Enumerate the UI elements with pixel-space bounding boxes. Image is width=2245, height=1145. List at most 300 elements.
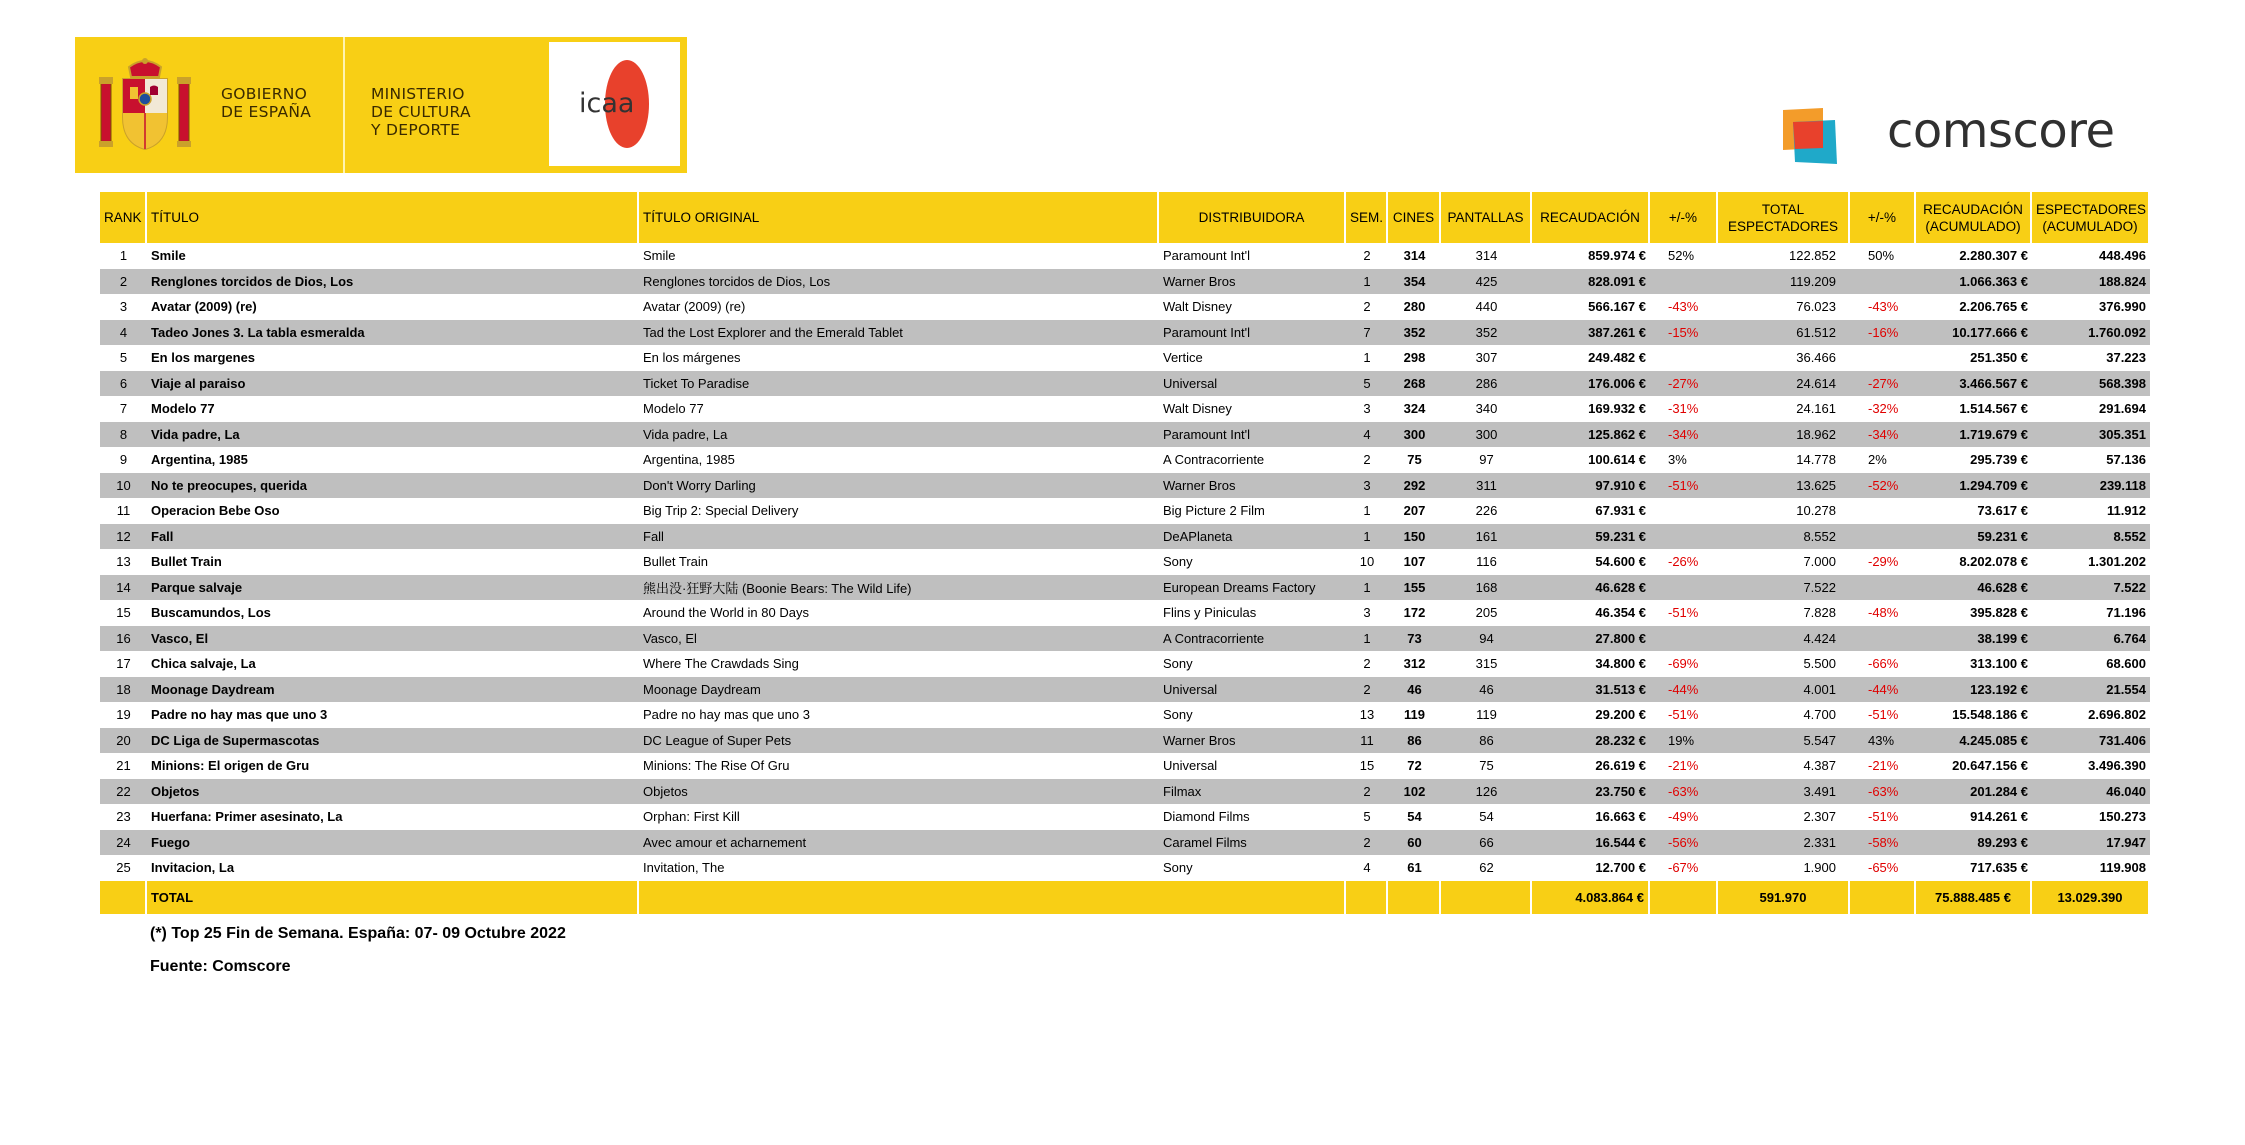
- cell-total-espectadores: 4.424: [1718, 626, 1850, 652]
- cell-cines: 314: [1403, 248, 1426, 264]
- cell-titulo: Fuego: [147, 830, 639, 856]
- cell-total-espectadores: 5.500: [1803, 656, 1836, 672]
- cell-distribuidora: Flins y Piniculas: [1163, 605, 1257, 621]
- cell-variacion-recaudacion: -15%: [1650, 320, 1718, 346]
- cell-cines: 298: [1403, 350, 1426, 366]
- cell-distribuidora: Paramount Int'l: [1159, 422, 1346, 448]
- cell-espectadores-acumulado: 1.760.092: [2032, 320, 2150, 346]
- cell-recaudacion-acumulado: 123.192 €: [1916, 677, 2032, 703]
- cell-total-espectadores: 24.161: [1796, 401, 1836, 417]
- cell-espectadores-acumulado: 376.990: [2099, 299, 2146, 315]
- cell-recaudacion-acumulado: 59.231 €: [1916, 524, 2032, 550]
- cell-semanas: 1: [1363, 350, 1371, 366]
- cell-cines: 155: [1388, 575, 1441, 601]
- cell-recaudacion: 31.513 €: [1532, 677, 1650, 703]
- cell-espectadores-acumulado: 291.694: [2099, 401, 2146, 417]
- cell-espectadores-acumulado: 150.273: [2099, 809, 2146, 825]
- cell-pantallas: 75: [1479, 758, 1494, 774]
- cell-pantallas: 300: [1441, 422, 1532, 448]
- col-header-titulo-original: TÍTULO ORIGINAL: [639, 192, 1159, 243]
- table-row: [100, 677, 2150, 703]
- total-spacer: [1850, 881, 1916, 914]
- cell-recaudacion-acumulado: 201.284 €: [1916, 779, 2032, 805]
- cell-variacion-espectadores: -51%: [1868, 707, 1899, 723]
- total-espectadores: 591.970: [1718, 881, 1850, 914]
- cell-distribuidora: Sony: [1163, 860, 1193, 876]
- total-spacer: [1159, 881, 1346, 914]
- cell-pantallas: 315: [1475, 656, 1498, 672]
- cell-rank: 8: [100, 422, 147, 448]
- cell-variacion-recaudacion: -26%: [1668, 554, 1699, 570]
- cell-total-espectadores: 3.491: [1718, 779, 1850, 805]
- cell-variacion-recaudacion: -51%: [1668, 707, 1699, 723]
- cell-semanas: 2: [1363, 299, 1371, 315]
- cell-titulo: Modelo 77: [151, 401, 215, 417]
- cell-recaudacion: 23.750 €: [1532, 779, 1650, 805]
- cell-recaudacion: 176.006 €: [1532, 371, 1650, 397]
- cell-pantallas: 440: [1475, 299, 1498, 315]
- cell-rank: 11: [116, 503, 131, 519]
- cell-titulo-original: 熊出没·狂野大陆 (Boonie Bears: The Wild Life): [639, 575, 1159, 601]
- cell-recaudacion: 54.600 €: [1595, 554, 1646, 570]
- cell-pantallas: 46: [1441, 677, 1532, 703]
- cell-titulo: Chica salvaje, La: [151, 656, 256, 672]
- cell-recaudacion: 16.663 €: [1595, 809, 1646, 825]
- total-spacer: [100, 881, 147, 914]
- cell-variacion-recaudacion: 3%: [1668, 452, 1687, 468]
- cell-distribuidora: Sony: [1163, 707, 1193, 723]
- cell-espectadores-acumulado: 17.947: [2032, 830, 2150, 856]
- cell-cines: 60: [1388, 830, 1441, 856]
- cell-cines: 150: [1388, 524, 1441, 550]
- cell-distribuidora: Warner Bros: [1159, 728, 1346, 754]
- cell-recaudacion: 34.800 €: [1595, 656, 1646, 672]
- cell-recaudacion-acumulado: 295.739 €: [1970, 452, 2028, 468]
- cell-variacion-espectadores: -48%: [1868, 605, 1899, 621]
- cell-variacion-espectadores: -29%: [1868, 554, 1899, 570]
- cell-semanas: 11: [1346, 728, 1388, 754]
- cell-semanas: 7: [1346, 320, 1388, 346]
- cell-titulo-original: Avatar (2009) (re): [643, 299, 746, 315]
- cell-distribuidora: Walt Disney: [1163, 401, 1232, 417]
- cell-titulo-original: Orphan: First Kill: [643, 809, 740, 825]
- cell-semanas: 1: [1346, 626, 1388, 652]
- col-header-rank: RANK: [100, 192, 147, 243]
- cell-espectadores-acumulado: 3.496.390: [2088, 758, 2146, 774]
- cell-cines: 75: [1407, 452, 1422, 468]
- cell-distribuidora: Sony: [1163, 554, 1193, 570]
- cell-espectadores-acumulado: 7.522: [2032, 575, 2150, 601]
- cell-rank: 15: [116, 605, 131, 621]
- cell-titulo: Viaje al paraiso: [147, 371, 639, 397]
- cell-variacion-recaudacion: 52%: [1668, 248, 1695, 264]
- cell-total-espectadores: 7.522: [1718, 575, 1850, 601]
- cell-recaudacion: 387.261 €: [1532, 320, 1650, 346]
- cell-variacion-espectadores: -65%: [1868, 860, 1899, 876]
- cell-espectadores-acumulado: 1.301.202: [2088, 554, 2146, 570]
- table-row: [100, 830, 2150, 856]
- cell-cines: 354: [1388, 269, 1441, 295]
- cell-recaudacion-acumulado: 395.828 €: [1970, 605, 2028, 621]
- cell-pantallas: 168: [1441, 575, 1532, 601]
- cell-cines: 324: [1403, 401, 1426, 417]
- cell-rank: 14: [100, 575, 147, 601]
- cell-espectadores-acumulado: 2.696.802: [2088, 707, 2146, 723]
- cell-cines: 54: [1407, 809, 1422, 825]
- icaa-logo: [547, 40, 682, 168]
- cell-titulo-original: Tad the Lost Explorer and the Emerald Tablet: [639, 320, 1159, 346]
- footnote-source: Fuente: Comscore: [150, 958, 291, 975]
- cell-espectadores-acumulado: 46.040: [2032, 779, 2150, 805]
- cell-espectadores-acumulado: 568.398: [2032, 371, 2150, 397]
- cell-total-espectadores: 5.547: [1718, 728, 1850, 754]
- cell-recaudacion: 12.700 €: [1595, 860, 1646, 876]
- cell-semanas: 2: [1363, 656, 1371, 672]
- government-logo-band: [75, 37, 687, 173]
- cell-variacion-recaudacion: [1650, 498, 1718, 524]
- cell-variacion-espectadores: -52%: [1850, 473, 1916, 499]
- cell-cines: 352: [1388, 320, 1441, 346]
- col-header-distribuidora: DISTRIBUIDORA: [1159, 192, 1346, 243]
- cell-pantallas: 352: [1441, 320, 1532, 346]
- col-header-pantallas: PANTALLAS: [1441, 192, 1532, 243]
- cell-total-espectadores: 14.778: [1796, 452, 1836, 468]
- cell-rank: 16: [100, 626, 147, 652]
- cell-titulo: Smile: [151, 248, 186, 264]
- cell-semanas: 1: [1363, 503, 1371, 519]
- cell-cines: 73: [1388, 626, 1441, 652]
- ministry-line-1: MINISTERIO: [371, 85, 465, 103]
- cell-recaudacion: 249.482 €: [1588, 350, 1646, 366]
- cell-recaudacion-acumulado: 89.293 €: [1916, 830, 2032, 856]
- cell-distribuidora: Filmax: [1159, 779, 1346, 805]
- cell-rank: 1: [119, 248, 128, 264]
- cell-variacion-espectadores: -32%: [1868, 401, 1899, 417]
- cell-titulo-original: Moonage Daydream: [639, 677, 1159, 703]
- cell-distribuidora: A Contracorriente: [1163, 452, 1265, 468]
- cell-variacion-espectadores: [1850, 626, 1916, 652]
- cell-semanas: 3: [1363, 605, 1371, 621]
- total-spacer: [1346, 881, 1388, 914]
- cell-variacion-recaudacion: [1650, 345, 1718, 371]
- cell-variacion-recaudacion: -56%: [1650, 830, 1718, 856]
- cell-total-espectadores: 7.828: [1803, 605, 1836, 621]
- cell-semanas: 2: [1346, 677, 1388, 703]
- cell-titulo-original: Where The Crawdads Sing: [643, 656, 799, 672]
- cell-pantallas: 54: [1479, 809, 1494, 825]
- cell-titulo: DC Liga de Supermascotas: [147, 728, 639, 754]
- cell-recaudacion: 566.167 €: [1588, 299, 1646, 315]
- col-header-recaudacion-acumulado: RECAUDACIÓN (ACUMULADO): [1916, 192, 2032, 243]
- cell-variacion-recaudacion: -69%: [1668, 656, 1699, 672]
- cell-total-espectadores: 76.023: [1796, 299, 1836, 315]
- cell-semanas: 4: [1363, 860, 1371, 876]
- cell-titulo: Buscamundos, Los: [151, 605, 271, 621]
- cell-recaudacion-acumulado: 73.617 €: [1977, 503, 2028, 519]
- cell-cines: 172: [1403, 605, 1426, 621]
- table-row: [100, 804, 2150, 830]
- cell-titulo: Bullet Train: [151, 554, 222, 570]
- cell-total-espectadores: 36.466: [1796, 350, 1836, 366]
- table-row: [100, 549, 2150, 575]
- cell-rank: 9: [119, 452, 128, 468]
- table-row: [100, 728, 2150, 754]
- table-row: [100, 422, 2150, 448]
- cell-cines: 102: [1388, 779, 1441, 805]
- cell-distribuidora: Universal: [1159, 371, 1346, 397]
- cell-distribuidora: Paramount Int'l: [1159, 320, 1346, 346]
- cell-distribuidora: European Dreams Factory: [1159, 575, 1346, 601]
- cell-recaudacion-acumulado: 4.245.085 €: [1916, 728, 2032, 754]
- cell-total-espectadores: 10.278: [1796, 503, 1836, 519]
- cell-recaudacion-acumulado: 20.647.156 €: [1952, 758, 2028, 774]
- table-row: [100, 320, 2150, 346]
- cell-titulo-original: Avec amour et acharnement: [639, 830, 1159, 856]
- cell-titulo: Parque salvaje: [147, 575, 639, 601]
- cell-total-espectadores: 2.307: [1803, 809, 1836, 825]
- cell-variacion-espectadores: -66%: [1868, 656, 1899, 672]
- cell-titulo-original: En los márgenes: [643, 350, 741, 366]
- cell-distribuidora: Warner Bros: [1159, 269, 1346, 295]
- cell-pantallas: 62: [1479, 860, 1494, 876]
- total-label: TOTAL: [147, 881, 639, 914]
- cell-rank: 24: [100, 830, 147, 856]
- cell-recaudacion-acumulado: 2.206.765 €: [1959, 299, 2028, 315]
- cell-rank: 25: [116, 860, 131, 876]
- header-separator: [343, 37, 345, 173]
- cell-titulo-original: Argentina, 1985: [643, 452, 735, 468]
- col-header-variacion-recaudacion: +/-%: [1650, 192, 1718, 243]
- table-row: [100, 779, 2150, 805]
- cell-variacion-espectadores: 43%: [1850, 728, 1916, 754]
- cell-rank: 4: [100, 320, 147, 346]
- cell-recaudacion: 26.619 €: [1595, 758, 1646, 774]
- cell-espectadores-acumulado: 188.824: [2032, 269, 2150, 295]
- table-header-row: [100, 192, 2150, 243]
- cell-espectadores-acumulado: 11.912: [2106, 503, 2146, 519]
- cell-variacion-recaudacion: -27%: [1650, 371, 1718, 397]
- cell-pantallas: 94: [1441, 626, 1532, 652]
- cell-total-espectadores: 4.700: [1803, 707, 1836, 723]
- cell-cines: 86: [1388, 728, 1441, 754]
- ministry-name: [371, 85, 471, 139]
- cell-titulo-original: Minions: The Rise Of Gru: [643, 758, 790, 774]
- cell-semanas: 13: [1359, 707, 1375, 723]
- cell-variacion-espectadores: 2%: [1868, 452, 1887, 468]
- cell-cines: 119: [1404, 707, 1425, 723]
- cell-rank: 13: [116, 554, 131, 570]
- total-spacer: [639, 881, 1159, 914]
- cell-cines: 300: [1388, 422, 1441, 448]
- cell-semanas: 2: [1346, 830, 1388, 856]
- cell-recaudacion-acumulado: 3.466.567 €: [1916, 371, 2032, 397]
- cell-titulo: Operacion Bebe Oso: [151, 503, 280, 519]
- cell-variacion-espectadores: -51%: [1868, 809, 1899, 825]
- cell-cines: 72: [1407, 758, 1422, 774]
- cell-titulo: Vasco, El: [147, 626, 639, 652]
- cell-espectadores-acumulado: 119.908: [2099, 860, 2146, 876]
- cell-titulo-original: Big Trip 2: Special Delivery: [643, 503, 799, 519]
- total-recaudacion: 4.083.864 €: [1532, 881, 1650, 914]
- cell-variacion-espectadores: -27%: [1850, 371, 1916, 397]
- cell-distribuidora: A Contracorriente: [1159, 626, 1346, 652]
- cell-titulo: Renglones torcidos de Dios, Los: [147, 269, 639, 295]
- cell-recaudacion-acumulado: 1.514.567 €: [1959, 401, 2028, 417]
- cell-variacion-recaudacion: 19%: [1650, 728, 1718, 754]
- cell-pantallas: 86: [1441, 728, 1532, 754]
- cell-recaudacion-acumulado: 313.100 €: [1970, 656, 2028, 672]
- cell-recaudacion: 46.354 €: [1595, 605, 1646, 621]
- cell-espectadores-acumulado: 6.764: [2032, 626, 2150, 652]
- cell-rank: 22: [100, 779, 147, 805]
- cell-espectadores-acumulado: 731.406: [2032, 728, 2150, 754]
- cell-distribuidora: DeAPlaneta: [1159, 524, 1346, 550]
- cell-recaudacion: 169.932 €: [1588, 401, 1646, 417]
- col-header-titulo: TÍTULO: [147, 192, 639, 243]
- ministry-line-2: DE CULTURA: [371, 103, 471, 121]
- cell-pantallas: 119: [1476, 707, 1497, 723]
- cell-variacion-recaudacion: -51%: [1668, 605, 1699, 621]
- cell-recaudacion: 97.910 €: [1532, 473, 1650, 499]
- icaa-logo-icon: [549, 42, 680, 166]
- cell-espectadores-acumulado: 305.351: [2032, 422, 2150, 448]
- comscore-logo-text: comscore: [1887, 103, 2115, 159]
- cell-titulo-original: Around the World in 80 Days: [643, 605, 809, 621]
- cell-distribuidora: Caramel Films: [1159, 830, 1346, 856]
- cell-titulo: Invitacion, La: [151, 860, 235, 876]
- cell-titulo: Minions: El origen de Gru: [151, 758, 310, 774]
- cell-titulo: No te preocupes, querida: [147, 473, 639, 499]
- cell-cines: 107: [1403, 554, 1426, 570]
- cell-espectadores-acumulado: 71.196: [2106, 605, 2146, 621]
- cell-titulo-original: Fall: [639, 524, 1159, 550]
- cell-semanas: 4: [1346, 422, 1388, 448]
- footnote-period: (*) Top 25 Fin de Semana. España: 07- 09 Octubre 2022: [150, 925, 566, 942]
- cell-pantallas: 425: [1441, 269, 1532, 295]
- cell-variacion-espectadores: -43%: [1868, 299, 1899, 315]
- total-recaudacion-acumulado: 75.888.485 €: [1916, 881, 2032, 914]
- cell-recaudacion: 59.231 €: [1532, 524, 1650, 550]
- table-row: [100, 473, 2150, 499]
- cell-recaudacion-acumulado: 10.177.666 €: [1916, 320, 2032, 346]
- cell-pantallas: 126: [1441, 779, 1532, 805]
- cell-pantallas: 205: [1475, 605, 1498, 621]
- cell-variacion-espectadores: -44%: [1850, 677, 1916, 703]
- cell-recaudacion: 828.091 €: [1532, 269, 1650, 295]
- cell-titulo-original: Smile: [643, 248, 676, 264]
- table-row: [100, 345, 2150, 371]
- cell-variacion-recaudacion: -34%: [1650, 422, 1718, 448]
- cell-cines: 46: [1388, 677, 1441, 703]
- total-spacer: [1388, 881, 1441, 914]
- cell-variacion-recaudacion: [1650, 626, 1718, 652]
- cell-rank: 7: [119, 401, 128, 417]
- cell-pantallas: 311: [1441, 473, 1532, 499]
- cell-cines: 292: [1388, 473, 1441, 499]
- cell-recaudacion: 29.200 €: [1595, 707, 1646, 723]
- col-header-variacion-espectadores: +/-%: [1850, 192, 1916, 243]
- cell-cines: 268: [1388, 371, 1441, 397]
- cell-titulo: Objetos: [147, 779, 639, 805]
- cell-titulo: Fall: [147, 524, 639, 550]
- cell-titulo-original: Invitation, The: [643, 860, 725, 876]
- cell-pantallas: 66: [1441, 830, 1532, 856]
- cell-semanas: 2: [1363, 248, 1371, 264]
- cell-variacion-recaudacion: -63%: [1650, 779, 1718, 805]
- table-row: [100, 371, 2150, 397]
- cell-titulo-original: Modelo 77: [643, 401, 704, 417]
- cell-rank: 23: [116, 809, 131, 825]
- cell-variacion-recaudacion: [1650, 575, 1718, 601]
- cell-distribuidora: Paramount Int'l: [1163, 248, 1251, 264]
- cell-semanas: 2: [1346, 779, 1388, 805]
- icaa-logo-text: icaa: [579, 88, 635, 119]
- table-row: [100, 626, 2150, 652]
- cell-recaudacion-acumulado: 38.199 €: [1916, 626, 2032, 652]
- cell-semanas: 5: [1363, 809, 1371, 825]
- cell-pantallas: 161: [1441, 524, 1532, 550]
- cell-recaudacion: 28.232 €: [1532, 728, 1650, 754]
- cell-total-espectadores: 4.387: [1803, 758, 1836, 774]
- cell-variacion-recaudacion: [1650, 524, 1718, 550]
- cell-total-espectadores: 7.000: [1803, 554, 1836, 570]
- cell-variacion-espectadores: [1850, 345, 1916, 371]
- cell-cines: 312: [1403, 656, 1426, 672]
- cell-titulo: Vida padre, La: [147, 422, 639, 448]
- cell-variacion-recaudacion: -49%: [1668, 809, 1699, 825]
- cell-semanas: 5: [1346, 371, 1388, 397]
- table-row: [100, 294, 2150, 320]
- cell-cines: 280: [1403, 299, 1426, 315]
- cell-variacion-recaudacion: -21%: [1668, 758, 1699, 774]
- cell-recaudacion-acumulado: 717.635 €: [1970, 860, 2028, 876]
- ministry-line-3: Y DEPORTE: [371, 121, 461, 139]
- cell-recaudacion: 125.862 €: [1532, 422, 1650, 448]
- total-spacer: [1650, 881, 1718, 914]
- coat-of-arms-icon: [95, 55, 195, 157]
- cell-titulo-original: Bullet Train: [643, 554, 709, 570]
- cell-rank: 3: [119, 299, 128, 315]
- cell-distribuidora: Universal: [1163, 758, 1218, 774]
- cell-pantallas: 97: [1479, 452, 1494, 468]
- table-row: [100, 600, 2150, 626]
- cell-rank: 5: [119, 350, 128, 366]
- cell-titulo-original: Objetos: [639, 779, 1159, 805]
- cell-total-espectadores: 8.552: [1718, 524, 1850, 550]
- cell-espectadores-acumulado: 21.554: [2032, 677, 2150, 703]
- cell-total-espectadores: 24.614: [1718, 371, 1850, 397]
- cell-titulo-original: Padre no hay mas que uno 3: [643, 707, 810, 723]
- cell-distribuidora: Sony: [1163, 656, 1193, 672]
- cell-titulo: Huerfana: Primer asesinato, La: [151, 809, 343, 825]
- cell-distribuidora: Universal: [1159, 677, 1346, 703]
- cell-variacion-espectadores: [1850, 269, 1916, 295]
- cell-distribuidora: Big Picture 2 Film: [1163, 503, 1265, 519]
- box-office-table: [100, 192, 2150, 914]
- cell-rank: 6: [100, 371, 147, 397]
- cell-distribuidora: Diamond Films: [1163, 809, 1250, 825]
- cell-cines: 61: [1407, 860, 1422, 876]
- cell-pantallas: 340: [1475, 401, 1498, 417]
- cell-titulo-original: Vida padre, La: [639, 422, 1159, 448]
- cell-titulo: En los margenes: [151, 350, 256, 366]
- cell-espectadores-acumulado: 68.600: [2106, 656, 2146, 672]
- cell-rank: 12: [100, 524, 147, 550]
- cell-recaudacion: 100.614 €: [1588, 452, 1646, 468]
- table-row: [100, 498, 2150, 524]
- table-row: [100, 651, 2150, 677]
- cell-semanas: 3: [1363, 401, 1371, 417]
